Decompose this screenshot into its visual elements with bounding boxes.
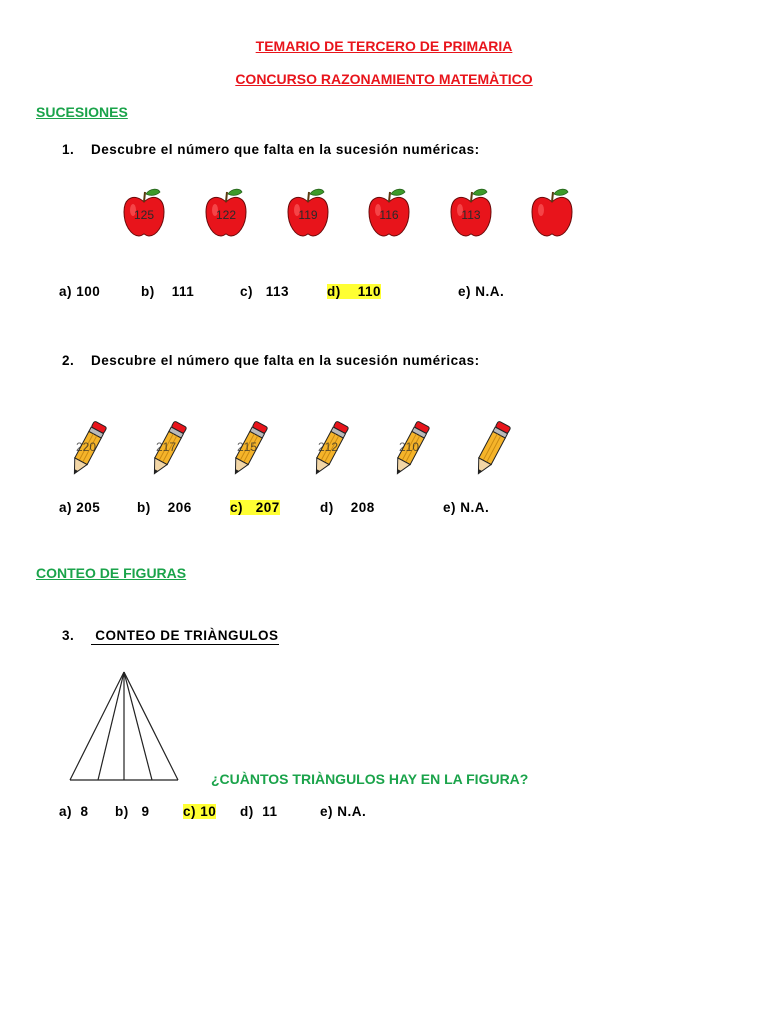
q1-option-c[interactable]: c) 113 [240, 284, 290, 299]
apple-icon [122, 186, 166, 238]
q2-option-a[interactable]: a) 205 [59, 500, 101, 515]
q3-option-d[interactable]: d) 11 [240, 804, 278, 819]
apple-number-label: 125 [133, 208, 155, 222]
q2-option-d[interactable]: d) 208 [320, 500, 375, 515]
q1-option-b[interactable]: b) 111 [141, 284, 195, 299]
q2-option-b[interactable]: b) 206 [137, 500, 192, 515]
question-2-text: Descubre el número que falta en la sucesión numéricas: [91, 353, 480, 368]
triangle-side-right [124, 672, 178, 780]
q2-option-c[interactable]: c) 207 [230, 500, 280, 515]
q1-option-a[interactable]: a) 100 [59, 284, 101, 299]
apple-icon [530, 186, 574, 238]
pencil-icon [66, 417, 110, 479]
triangle-inner-line-1 [98, 672, 124, 780]
question-3-prompt: ¿CUÀNTOS TRIÀNGULOS HAY EN LA FIGURA? [211, 771, 529, 787]
apple-icon [367, 186, 411, 238]
q3-option-b[interactable]: b) 9 [115, 804, 150, 819]
triangle-figure [66, 670, 184, 784]
apple-icon [286, 186, 330, 238]
pencil-icon [146, 417, 190, 479]
q2-option-e[interactable]: e) N.A. [443, 500, 490, 515]
pencil-number-label: 212 [317, 440, 339, 454]
q1-option-e[interactable]: e) N.A. [458, 284, 505, 299]
question-2-number: 2. [62, 353, 75, 368]
pencil-icon [227, 417, 271, 479]
q1-option-d[interactable]: d) 110 [327, 284, 382, 299]
apple-icon [204, 186, 248, 238]
question-1-text: Descubre el número que falta en la sucesión numéricas: [91, 142, 480, 157]
pencil-number-label: 215 [236, 440, 258, 454]
q3-option-a[interactable]: a) 8 [59, 804, 89, 819]
pencil-icon [389, 417, 433, 479]
triangle-side-left [70, 672, 124, 780]
q3-option-c[interactable]: c) 10 [183, 804, 217, 819]
pencil-icon [308, 417, 352, 479]
pencil-icon [470, 417, 514, 479]
apple-icon [449, 186, 493, 238]
section-heading-sucesiones: SUCESIONES [36, 104, 128, 120]
apple-number-label: 113 [461, 208, 481, 222]
apple-number-label: 122 [215, 208, 237, 222]
pencil-number-label: 220 [75, 440, 97, 454]
page-subtitle: CONCURSO RAZONAMIENTO MATEMÀTICO [235, 71, 533, 87]
page-title: TEMARIO DE TERCERO DE PRIMARIA [255, 38, 513, 54]
question-3-number: 3. [62, 628, 75, 643]
section-heading-conteo: CONTEO DE FIGURAS [36, 565, 187, 581]
triangle-inner-line-3 [124, 672, 152, 780]
question-1-number: 1. [62, 142, 75, 157]
question-3-title: CONTEO DE TRIÀNGULOS [91, 628, 279, 643]
pencil-number-label: 210 [398, 440, 420, 454]
apple-number-label: 116 [379, 208, 399, 222]
pencil-number-label: 217 [155, 440, 177, 454]
q3-option-e[interactable]: e) N.A. [320, 804, 367, 819]
apple-number-label: 119 [298, 208, 318, 222]
